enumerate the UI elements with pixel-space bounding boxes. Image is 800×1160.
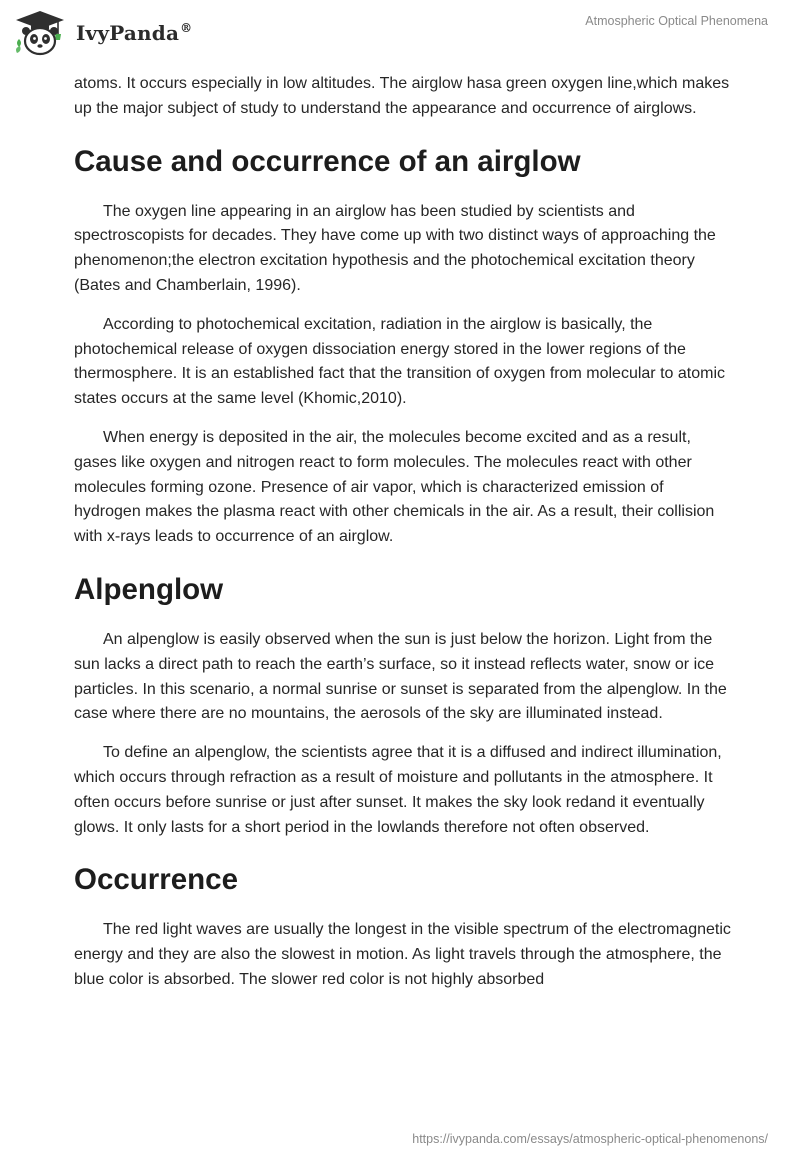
paragraph: The red light waves are usually the longest in the visible spectrum of the electromagnetic energy and they are also the slowest in motion. As light travels through the atmosphere, the blue color is absorbed. The slower red color is not highly absorbed [74, 921, 731, 988]
paragraph: To define an alpenglow, the scientists agree that it is a diffused and indirect illumination, which occurs through refraction as a result of moisture and pollutants in the atmosphere. It often occurs before sunrise or just after sunset. It makes the sky look redand it eventually glows. It only lasts for a short period in the lowlands therefore not often observed. [74, 744, 722, 836]
ivypanda-logo[interactable] [14, 9, 214, 57]
registered-mark: ® [180, 21, 193, 36]
page-header [0, 0, 800, 70]
intro-paragraph: atoms. It occurs especially in low altitudes. The airglow hasa green oxygen line,which makes up the major subject of study to understand the appearance and occurrence of airglows. [74, 75, 730, 117]
section-heading-occurrence: Occurrence [74, 863, 238, 897]
brand-name-text: IvyPanda [76, 21, 180, 45]
essay-body [74, 72, 734, 1007]
brand-name [76, 21, 192, 45]
section-heading-alpenglow: Alpenglow [74, 572, 224, 606]
source-url-link[interactable]: https://ivypanda.com/essays/atmospheric-optical-phenomenons/ [412, 1132, 768, 1146]
document-title: Atmospheric Optical Phenomena [585, 14, 768, 28]
section-heading-cause: Cause and occurrence of an airglow [74, 144, 581, 178]
paragraph: When energy is deposited in the air, the molecules become excited and as a result, gases like oxygen and nitrogen react to form molecules. The molecules react with other molecules forming ozone. Presence of air vapor, which is characterized emission of hydrogen makes the plasma react with other chemicals in the air. As a result, their collision with x-rays leads to occurrence of an airglow. [74, 428, 715, 546]
panda-graduate-icon [14, 9, 66, 57]
paragraph: According to photochemical excitation, radiation in the airglow is basically, the photochemical release of oxygen dissociation energy stored in the lower regions of the thermosphere. It is an established fact that the transition of oxygen from molecular to atomic states occurs at the same level (Khomic,2010). [74, 315, 725, 408]
paragraph: The oxygen line appearing in an airglow has been studied by scientists and spectroscopists for decades. They have come up with two distinct ways of approaching the phenomenon;the electron excitation hypothesis and the photochemical excitation theory (Bates and Chamberlain, 1996). [74, 202, 716, 294]
paragraph: An alpenglow is easily observed when the sun is just below the horizon. Light from the sun lacks a direct path to reach the earth’s surface, so it instead reflects water, snow or ice particles. In this scenario, a normal sunrise or sunset is separated from the alpenglow. In the case where there are no mountains, the aerosols of the sky are illuminated instead. [74, 630, 727, 723]
